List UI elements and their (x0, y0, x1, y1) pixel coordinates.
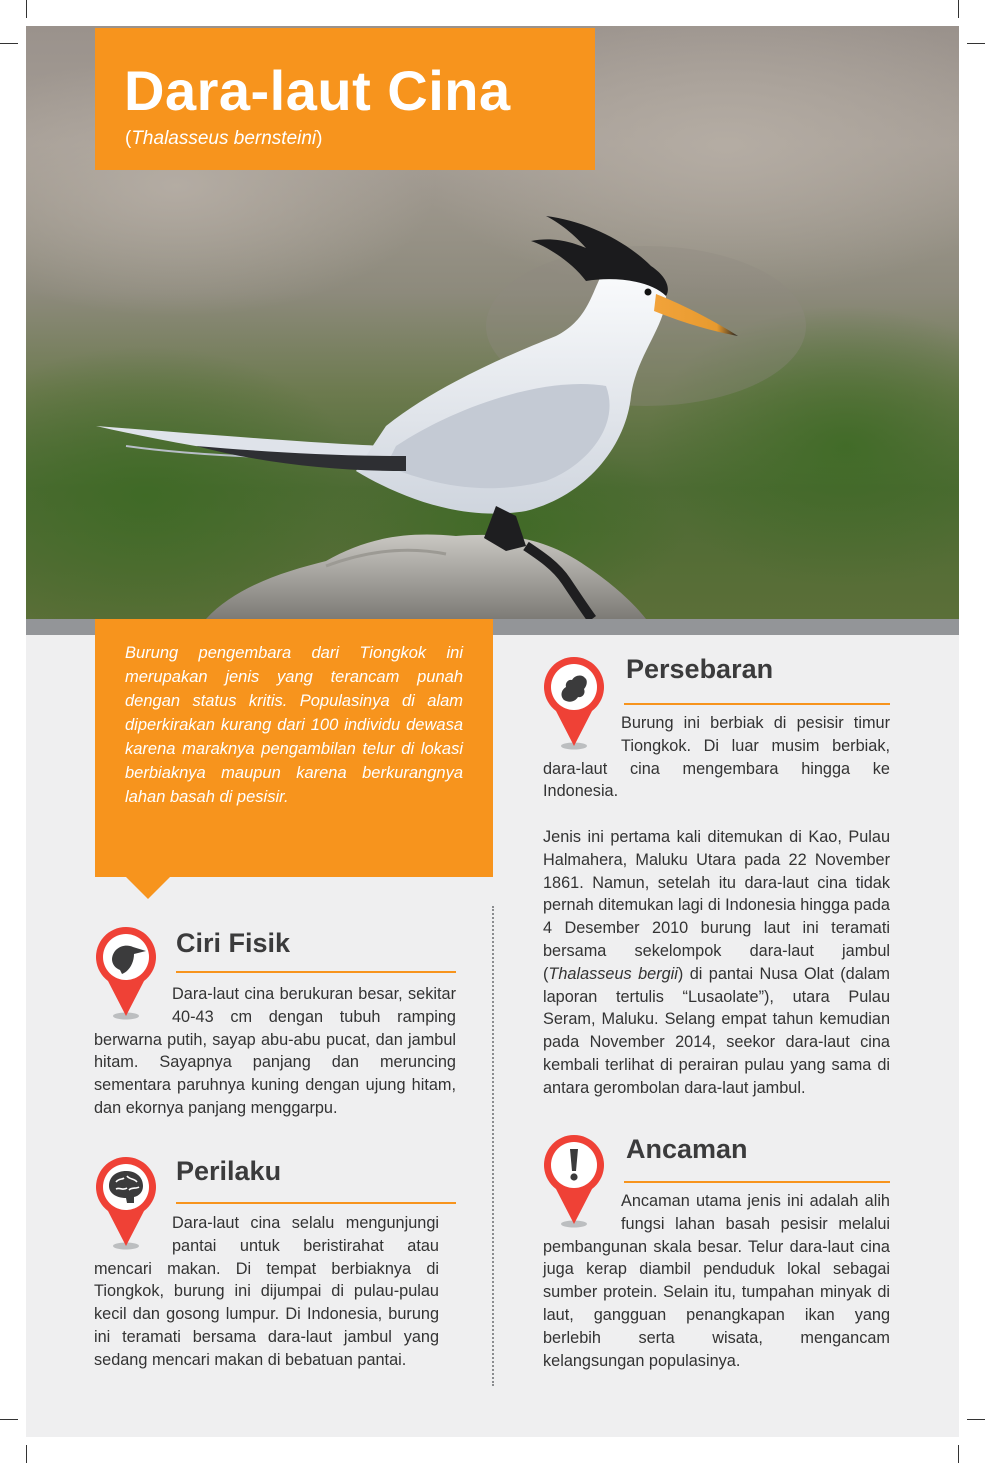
crop-mark (967, 43, 985, 44)
section-heading-ciri-fisik: Ciri Fisik (176, 928, 291, 958)
section-rule (624, 703, 890, 705)
crop-mark (967, 1419, 985, 1420)
crop-mark (26, 1445, 27, 1463)
crop-mark (958, 1445, 959, 1463)
crop-mark (0, 1419, 18, 1420)
title-banner (95, 28, 595, 170)
poster-page (26, 26, 959, 1437)
crop-mark (958, 0, 959, 18)
section-heading-ancaman: Ancaman (626, 1134, 748, 1164)
section-rule (176, 1202, 456, 1204)
scientific-name: (Thalasseus bernsteini) (125, 128, 323, 149)
section-heading-perilaku: Perilaku (176, 1156, 282, 1186)
page-title: Dara-laut Cina (124, 59, 511, 122)
ancaman-text: Ancaman utama jenis ini adalah alih fungsi lahan basah pesisir melalui pembangunan skala besar. Telur dara-laut cina juga kerap diambil penduduk lokal sebagai sumber protein. Selain itu, tumpahan minyak di laut, gangguan penangkapan ikan yang berlebih serta wisata, mengancam kelangsungan populasinya. (543, 1192, 890, 1370)
crop-mark (0, 43, 18, 44)
persebaran-text-1: Burung ini berbiak di pesisir timur Tiongkok. Di luar musim berbiak, dara-laut cina mengembara hingga ke Indonesia. (543, 714, 890, 801)
column-divider (492, 906, 494, 1386)
perilaku-text: Dara-laut cina selalu mengunjungi pantai untuk beristirahat atau mencari makan. Di tempat berbiaknya di Tiongkok, burung ini dijumpai di pulau-pulau kecil dan gosong lumpur. Di Indonesia, burung ini teramati bersama dara-laut jambul yang sedang mencari makan di bebatuan pantai. (94, 1214, 439, 1369)
intro-text: Burung pengembara dari Tiongkok ini merupakan jenis yang terancam punah dengan status kritis. Populasinya di alam diperkirakan kurang dari 100 individu dewasa karena maraknya pengambilan telur di lokasi berbiaknya maupun karena berkurangnya lahan basah di pesisir. (125, 644, 463, 806)
persebaran-text-2: Jenis ini pertama kali ditemukan di Kao, Pulau Halmahera, Maluku Utara pada 22 November 1861. Namun, setelah itu dara-laut cina tidak pernah ditemukan lagi di Indonesia hingga pada 4 Desember 2010 burung laut ini teramati bersama sekelompok dara-laut jambul (Thalasseus bergii) di pantai Nusa Olat (dalam laporan tertulis “Lusaolate”), utara Pulau Seram, Maluku. Selang empat tahun kemudian pada November 2014, seekor dara-laut cina kembali terlihat di perairan pulau yang sama di antara gerombolan dara-laut jambul. (543, 828, 890, 1097)
section-rule (176, 971, 456, 973)
section-rule (624, 1181, 890, 1183)
crop-mark (26, 0, 27, 18)
ciri-fisik-text: Dara-laut cina berukuran besar, sekitar 40-43 cm dengan tubuh ramping berwarna putih, sayap abu-abu pucat, dan jambul hitam. Sayapnya panjang dan meruncing sementara paruhnya kuning dengan ujung hitam, dan ekornya panjang menggarpu. (94, 985, 456, 1117)
intro-pointer (126, 877, 170, 899)
section-heading-persebaran: Persebaran (626, 654, 774, 684)
intro-box (95, 619, 493, 877)
